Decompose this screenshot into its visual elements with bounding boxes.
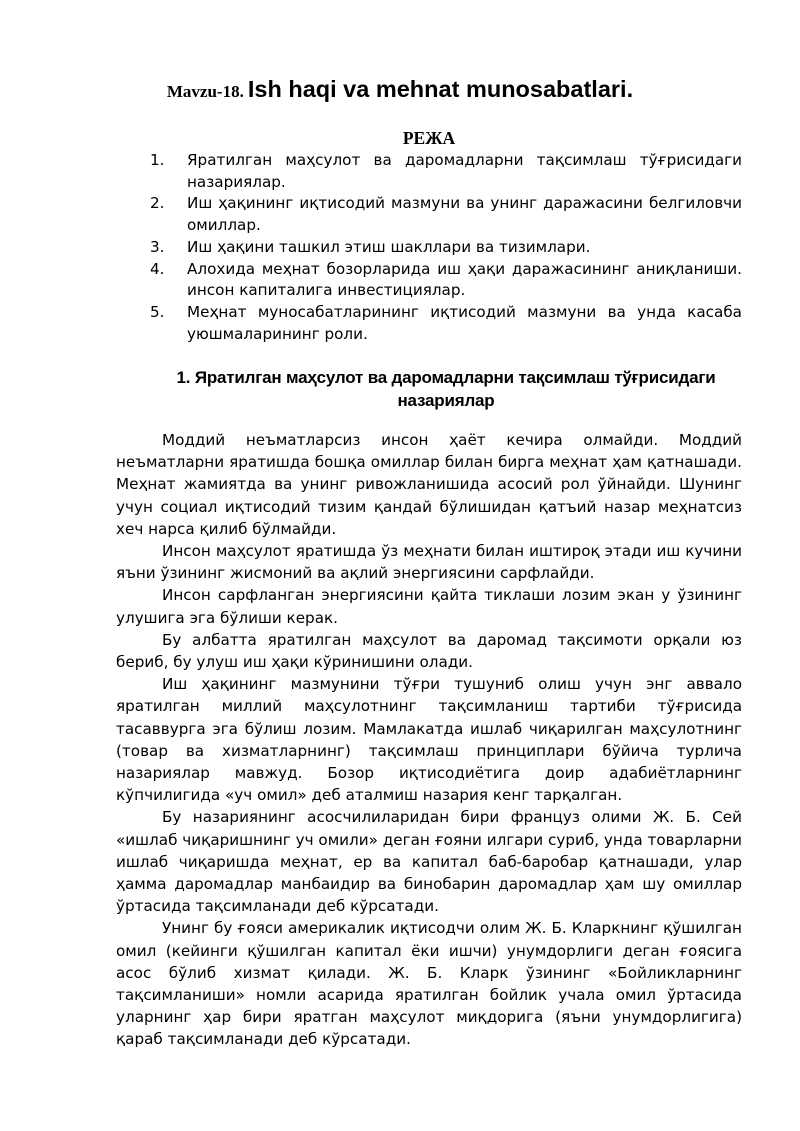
paragraph: Унинг бу ғояси америкалик иқтисодчи олим Ж. Б. Кларкнинг қўшилган омил (кейинги қўшилган капитал ёки ишчи) унумдорлиги деган ғоясига асос бўлиб хизмат қилади. Ж. Б. Кларк ўзининг «Бойликларнинг тақсимланиши» номли асарида яратилган бойлик учала омил ўртасида уларнинг ҳар бири яратган маҳсулот миқдорига (яъни унумдорлигига) қараб тақсимланади деб кўрсатади.	[116, 919, 742, 1049]
section-body	[116, 429, 742, 1051]
list-item-number: 1.	[150, 151, 165, 169]
document-title	[0, 76, 800, 103]
paragraph: Бу албатта яратилган маҳсулот ва даромад тақсимоти орқали юз бериб, бу улуш иш ҳақи кўринишини олади.	[116, 630, 742, 672]
plan-heading: РЕЖА	[402, 128, 456, 148]
paragraph: Инсон маҳсулот яратишда ўз меҳнати билан иштироқ этади иш кучини яъни ўзининг жисмоний ва ақлий энергиясини сарфлайди.	[116, 542, 742, 583]
paragraph: Бу назариянинг асосчилиларидан бири француз олими Ж. Б. Сей «ишлаб чиқаришнинг уч омили» деган ғояни илгари суриб, унда товарларни ишлаб чиқаришда меҳнат, ер ва капитал баб-баробар қатнашади, улар ҳамма даромадлар манбаидир ва бинобарин даромадлар ҳам шу омиллар ўртасида тақсимланади деб кўрсатади.	[116, 808, 742, 916]
list-item-number: 3.	[150, 237, 165, 256]
list-item-number: 2.	[150, 194, 165, 213]
list-item	[150, 150, 742, 193]
paragraph: Инсон сарфланган энергиясини қайта тиклаши лозим экан у ўзининг улушига эга бўлиши керак.	[116, 586, 742, 627]
list-item-number: 5.	[150, 302, 165, 321]
plan-list	[150, 150, 742, 345]
list-item-text: Алохида меҳнат бозорларида иш ҳақи даражасининг аниқланиши. инсон капиталига инвестициялар.	[187, 259, 742, 300]
list-item-text: Иш ҳақини ташкил этиш шакллари ва тизимлари.	[187, 237, 591, 256]
title-main: Ish haqi va mehnat munosabatlari.	[247, 76, 634, 102]
paragraph: Иш ҳақининг мазмунини тўғри тушуниб олиш учун энг аввало яратилган миллий маҳсулотнинг тақсимланиш тартиби тўғрисида тасаввурга эга бўлиш лозим. Мамлакатда ишлаб чиқарилган маҳсулотнинг (товар ва хизматларнинг) тақсимлаш принциплари бўйича турлича назариялар мавжуд. Бозор иқтисодиётига доир адабиётларнинг кўпчилигида «уч омил» деб аталмиш назария кенг тарқалган.	[116, 675, 742, 805]
list-item-number: 4.	[150, 259, 165, 278]
list-item-text: Меҳнат муносабатларининг иқтисодий мазмуни ва унда касаба уюшмаларининг роли.	[187, 302, 742, 343]
list-item	[150, 237, 742, 259]
title-prefix: Mavzu-18.	[166, 82, 244, 101]
list-item	[150, 193, 742, 236]
list-item	[150, 302, 742, 345]
section-heading: 1. Яратилган маҳсулот ва даромадларни тақсимлаш тўғрисидаги назариялар	[176, 368, 716, 410]
list-item-text: Яратилган маҳсулот ва даромадларни тақсимлаш тўғрисидаги назариялар.	[187, 151, 742, 191]
list-item-text: Иш ҳақининг иқтисодий мазмуни ва унинг даражасини белгиловчи омиллар.	[187, 194, 742, 235]
list-item	[150, 259, 742, 302]
paragraph: Моддий неъматларсиз инсон ҳаёт кечира олмайди. Моддий неъматларни яратишда бошқа омиллар билан бирга меҳнат ҳам қатнашади. Меҳнат жамиятда ва унинг ривожланишида асосий рол ўйнайди. Шунинг учун социал иқтисодий тизим қандай бўлишидан қатъий назар меҳнатсиз хеч нарса қилиб бўлмайди.	[116, 431, 742, 538]
